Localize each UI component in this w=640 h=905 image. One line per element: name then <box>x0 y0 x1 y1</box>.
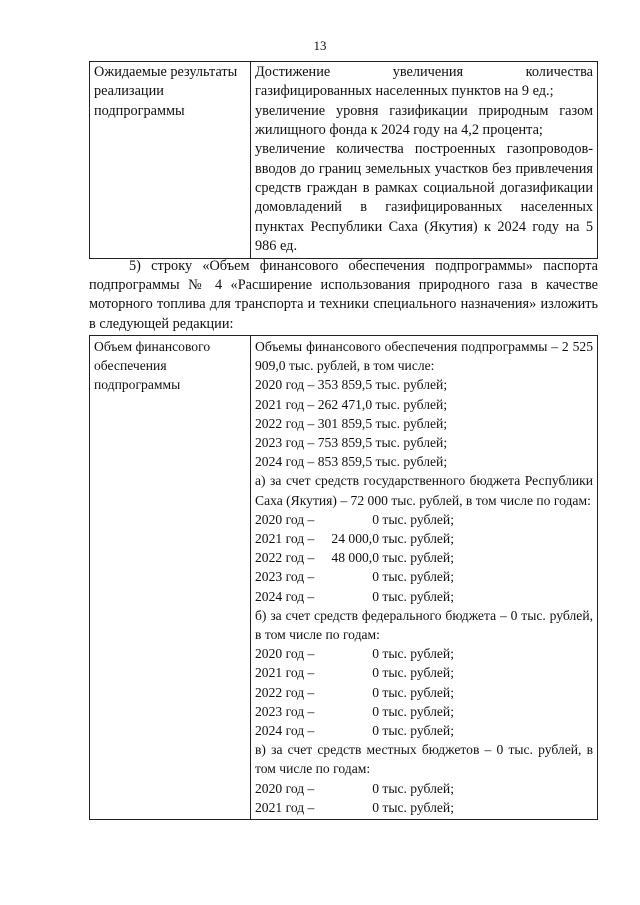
year-label: 2021 год – <box>255 665 315 681</box>
financing-intro: Объемы финансового обеспечения подпрограммы – 2 525 909,0 тыс. рублей, в том числе: <box>255 339 593 374</box>
year-label: 2020 год – <box>255 511 315 527</box>
financing-table <box>89 335 598 820</box>
total-row: 2022 год – 301 859,5 тыс. рублей; <box>255 415 448 431</box>
unit-label: тыс. рублей; <box>379 723 454 739</box>
row-label-financing: Объем финансового обеспечения подпрограммы <box>90 336 251 820</box>
table-row <box>90 62 598 259</box>
amount-value: 24 000,0 <box>331 531 379 547</box>
year-amount-row <box>255 587 593 606</box>
unit-label: тыс. рублей; <box>379 511 454 527</box>
year-label: 2022 год – <box>255 684 315 700</box>
total-row: 2023 год – 753 859,5 тыс. рублей; <box>255 435 448 451</box>
row-content-expected-results <box>251 62 598 259</box>
year-amount-row <box>255 663 593 682</box>
year-amount-row <box>255 779 593 798</box>
unit-label: тыс. рублей; <box>379 646 454 662</box>
source-b-text: б) за счет средств федерального бюджета – 0 тыс. рублей, в том числе по годам: <box>255 607 593 643</box>
unit-label: тыс. рублей; <box>379 799 454 815</box>
year-amount-row <box>255 798 593 817</box>
total-row: 2024 год – 853 859,5 тыс. рублей; <box>255 454 448 470</box>
unit-label: тыс. рублей; <box>379 588 454 604</box>
unit-label: тыс. рублей; <box>379 531 454 547</box>
amendment-paragraph: 5) строку «Объем финансового обеспечения подпрограммы» паспорта подпрограммы № 4 «Расширение использования природного газа в качестве моторного топлива для транспорта и техники специального назначения» изложить в следующей редакции: <box>89 258 598 332</box>
source-a-text: а) за счет средств государственного бюджета Республики Саха (Якутия) – 72 000 тыс. рублей, в том числе по годам: <box>255 473 593 508</box>
total-row: 2021 год – 262 471,0 тыс. рублей; <box>255 396 448 412</box>
year-label: 2021 год – <box>255 799 315 815</box>
unit-label: тыс. рублей; <box>379 780 454 796</box>
amount-value: 0 <box>372 569 379 585</box>
year-label: 2024 год – <box>255 723 315 739</box>
amount-value: 0 <box>372 703 379 719</box>
amount-value: 0 <box>372 780 379 796</box>
unit-label: тыс. рублей; <box>379 569 454 585</box>
year-label: 2024 год – <box>255 588 315 604</box>
year-amount-row <box>255 683 593 702</box>
totals-list <box>255 375 593 471</box>
source-a-rows <box>255 510 593 606</box>
amount-value: 0 <box>372 723 379 739</box>
row-label-expected-results: Ожидаемые результаты реализации подпрограммы <box>90 62 251 259</box>
amount-value: 0 <box>372 665 379 681</box>
year-label: 2022 год – <box>255 550 315 566</box>
unit-label: тыс. рублей; <box>379 684 454 700</box>
amount-value: 0 <box>372 511 379 527</box>
year-amount-row <box>255 510 593 529</box>
result-item: увеличение количества построенных газопроводов-вводов до границ земельных участков без привлечения средств граждан в рамках социальной догазификации домовладений в газифицированных населенных пунктах Республики Саха (Якутия) к 2024 году на 5 986 ед. <box>255 141 593 255</box>
result-item: увеличение уровня газификации природным газом жилищного фонда к 2024 году на 4,2 процента; <box>255 102 593 139</box>
total-row: 2020 год – 353 859,5 тыс. рублей; <box>255 377 448 393</box>
source-c-rows <box>255 779 593 817</box>
source-c-text: в) за счет средств местных бюджетов – 0 тыс. рублей, в том числе по годам: <box>255 742 593 777</box>
year-amount-row <box>255 702 593 721</box>
year-label: 2021 год – <box>255 531 315 547</box>
table-row <box>90 336 598 820</box>
year-label: 2020 год – <box>255 780 315 796</box>
unit-label: тыс. рублей; <box>379 665 454 681</box>
amount-value: 0 <box>372 799 379 815</box>
year-label: 2023 год – <box>255 569 315 585</box>
unit-label: тыс. рублей; <box>379 703 454 719</box>
source-b-rows <box>255 644 593 740</box>
amount-value: 0 <box>372 646 379 662</box>
year-label: 2020 год – <box>255 646 315 662</box>
year-label: 2023 год – <box>255 703 315 719</box>
year-amount-row <box>255 721 593 740</box>
expected-results-table <box>89 61 598 259</box>
year-amount-row <box>255 548 593 567</box>
amount-value: 0 <box>372 588 379 604</box>
year-amount-row <box>255 529 593 548</box>
year-amount-row <box>255 644 593 663</box>
amount-value: 48 000,0 <box>331 550 379 566</box>
amount-value: 0 <box>372 684 379 700</box>
year-amount-row <box>255 567 593 586</box>
page-number: 13 <box>313 38 327 53</box>
result-item: Достижение увеличения количества газифицированных населенных пунктов на 9 ед.; <box>255 64 593 100</box>
unit-label: тыс. рублей; <box>379 550 454 566</box>
row-content-financing <box>251 336 598 820</box>
